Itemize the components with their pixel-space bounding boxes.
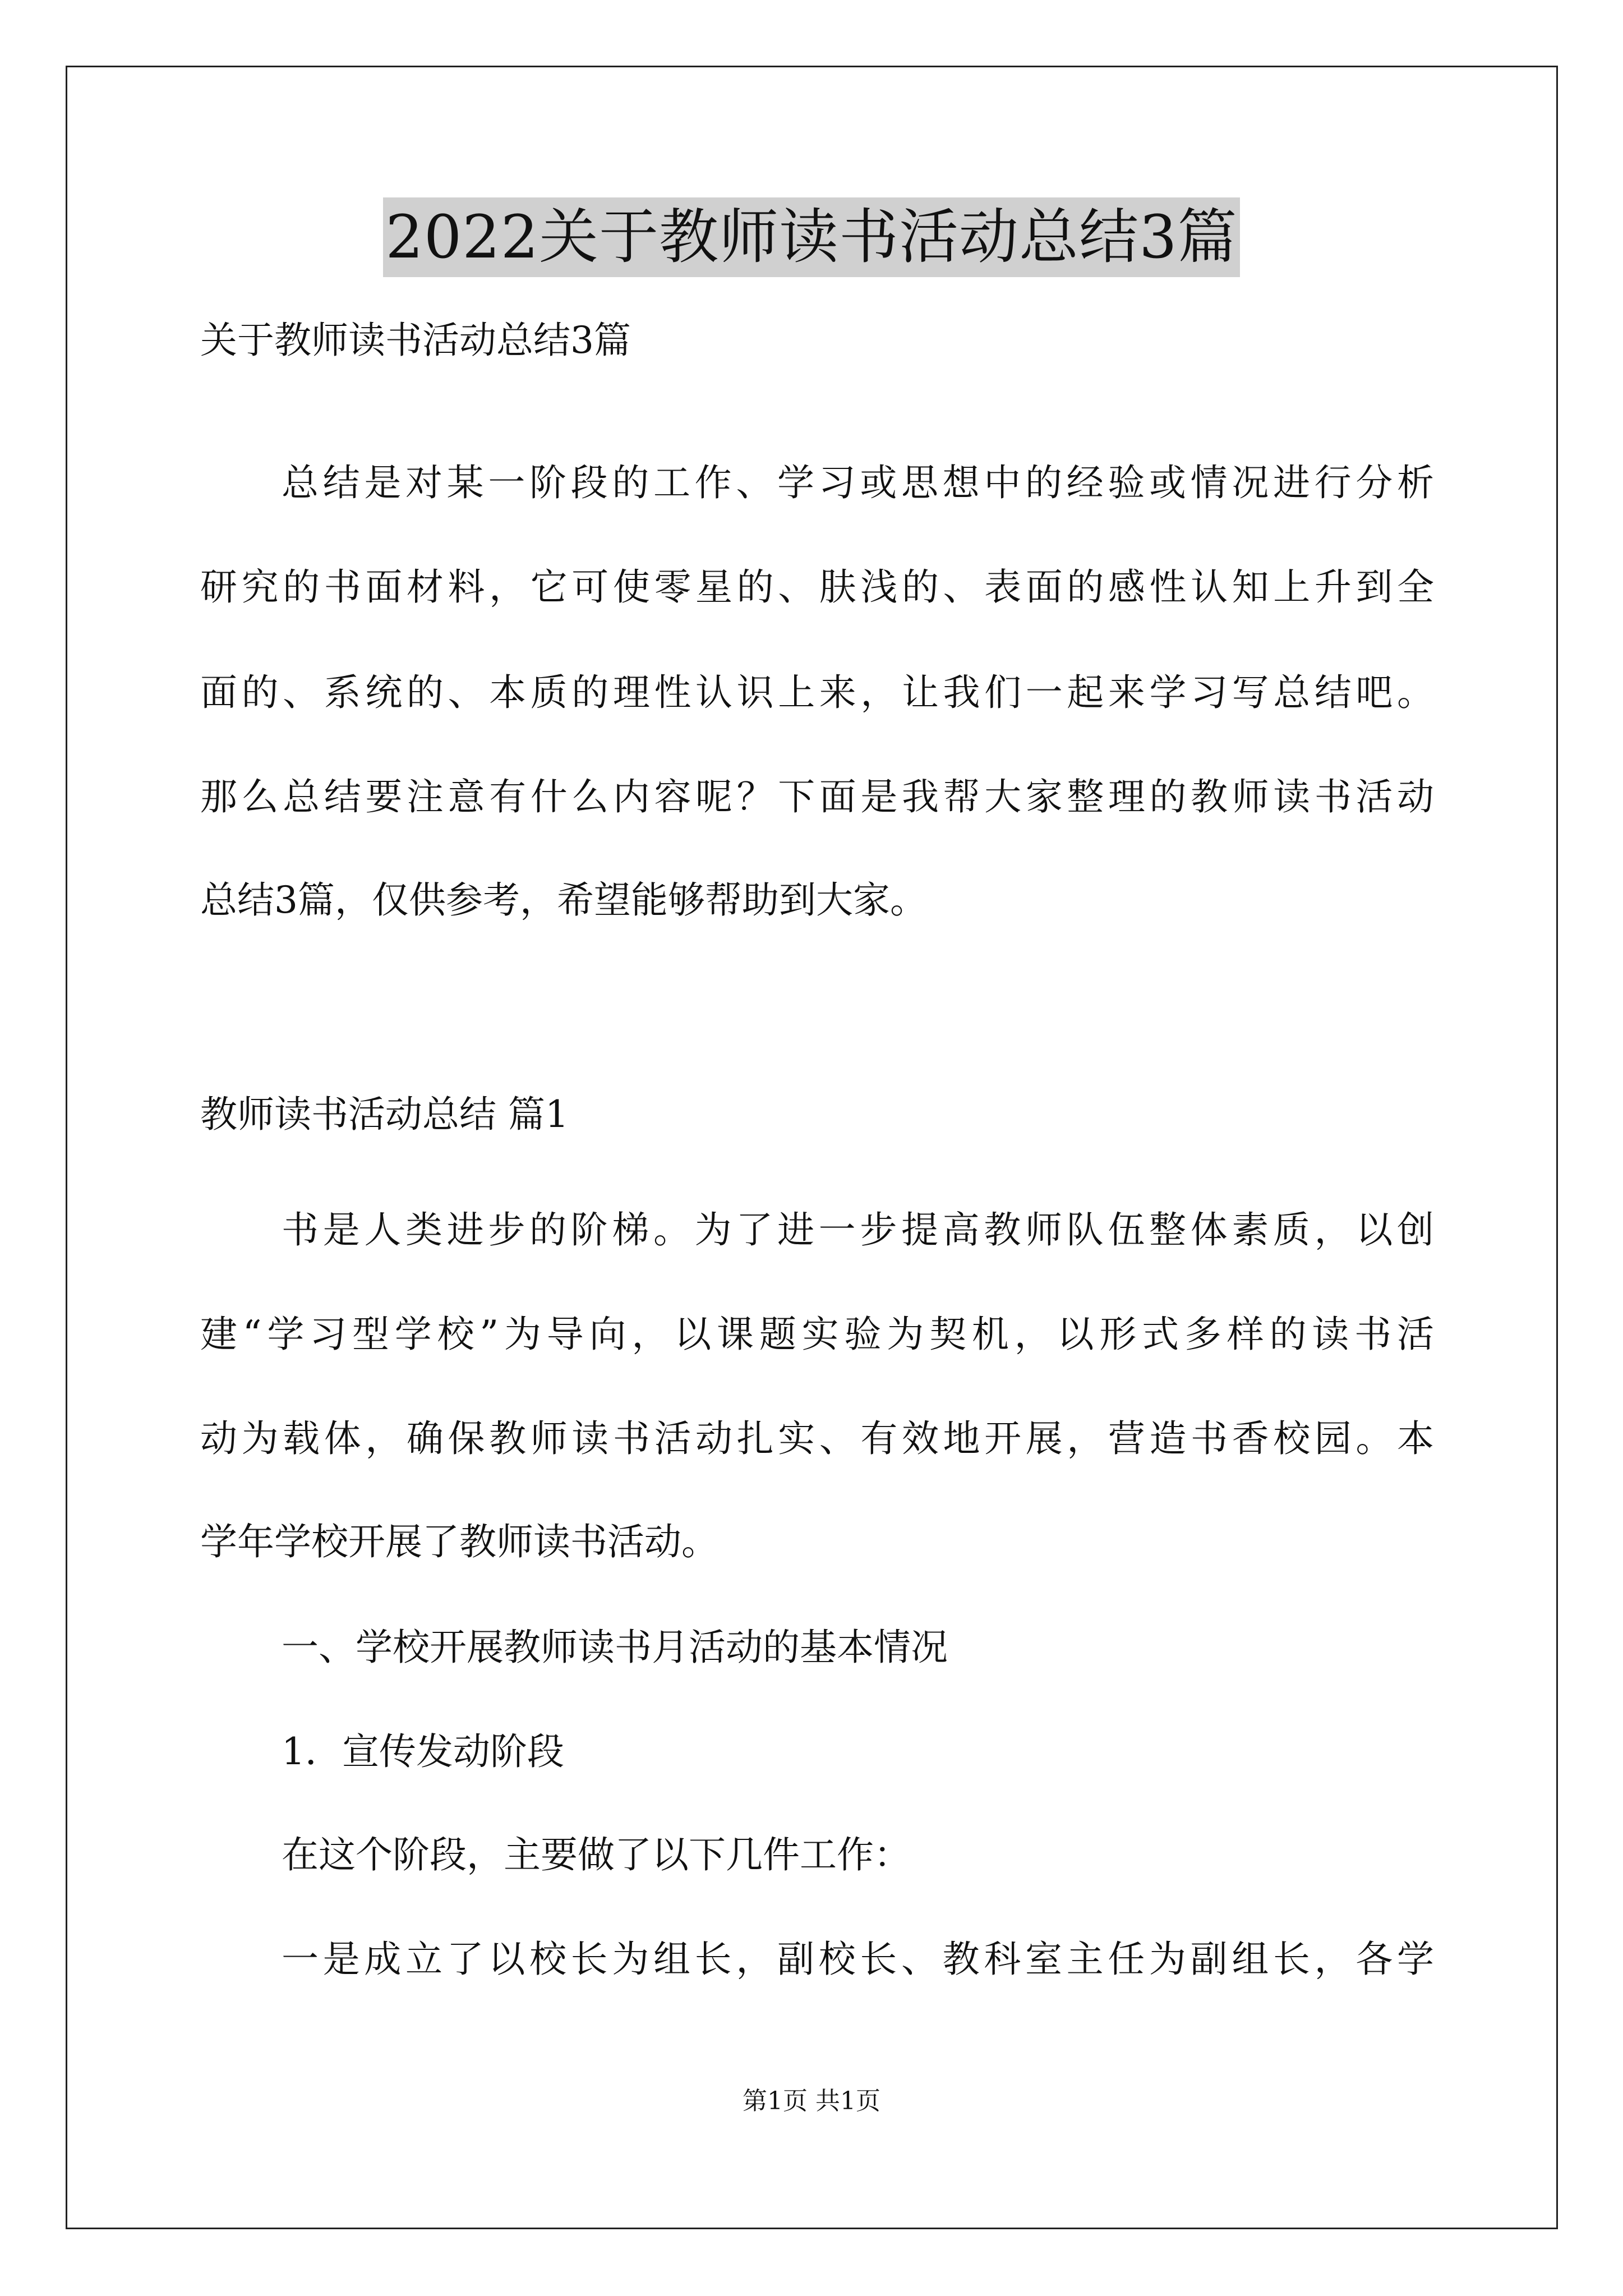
intro-line-5: 总结3篇，仅供参考，希望能够帮助到大家。 [200,878,927,922]
section-line-3: 动为载体，确保教师读书活动扎实、有效地开展，营造书香校园。本 [200,1417,1434,1460]
last-line: 一是成立了以校长为组长，副校长、教科室主任为副组长，各学 [282,1938,1434,1981]
intro-line-4: 那么总结要注意有什么内容呢？下面是我帮大家整理的教师读书活动 [200,775,1434,818]
page-border [66,66,1558,2229]
section-line-2: 建“学习型学校”为导向，以课题实验为契机，以形式多样的读书活 [200,1313,1434,1356]
section-line-1: 书是人类进步的阶梯。为了进一步提高教师队伍整体素质，以创 [282,1208,1434,1251]
page-footer: 第1页 共1页 [743,2087,880,2115]
document-title: 2022关于教师读书活动总结3篇 [383,197,1239,277]
intro-line-1: 总结是对某一阶段的工作、学习或思想中的经验或情况进行分析 [282,461,1434,504]
intro-line-3: 面的、系统的、本质的理性认识上来，让我们一起来学习写总结吧。 [200,671,1434,714]
stage-heading: 1．宣传发动阶段 [282,1730,564,1773]
section-heading: 教师读书活动总结 篇1 [200,1093,569,1136]
intro-line-2: 研究的书面材料，它可使零星的、肤浅的、表面的感性认知上升到全 [200,565,1434,609]
title-container [0,197,1623,277]
stage-intro: 在这个阶段，主要做了以下几件工作： [282,1833,911,1876]
section-line-4: 学年学校开展了教师读书活动。 [200,1520,718,1563]
sub-heading: 一、学校开展教师读书月活动的基本情况 [282,1626,948,1669]
document-subtitle: 关于教师读书活动总结3篇 [200,319,631,362]
